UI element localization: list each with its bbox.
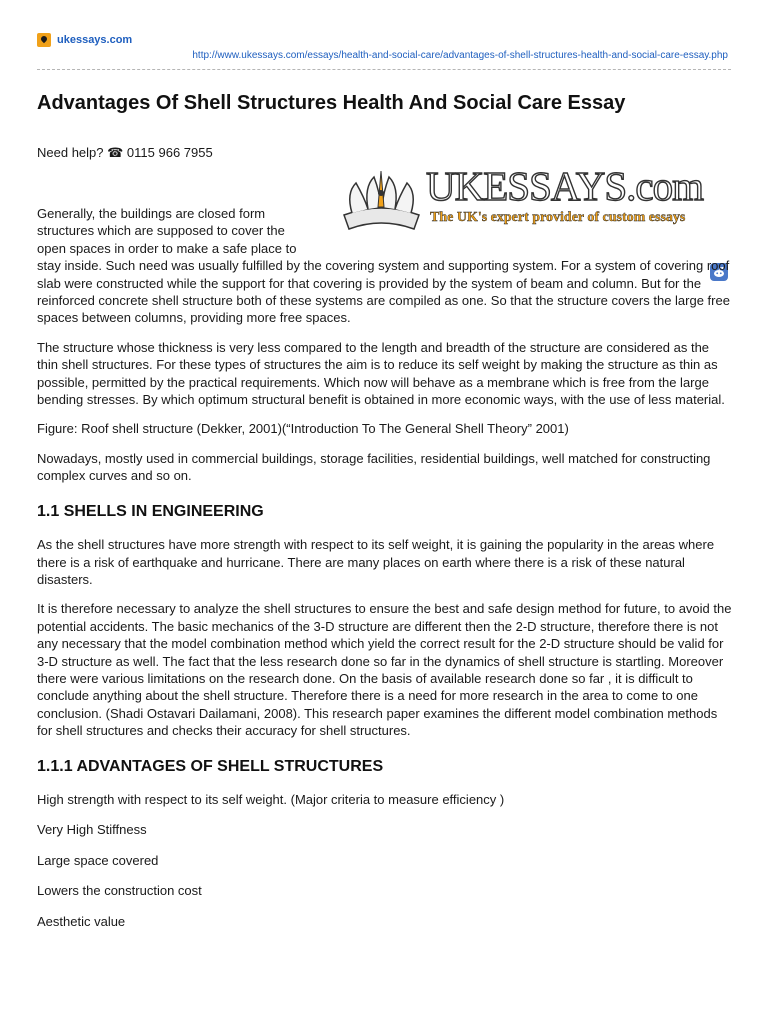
article-body: [37, 205, 732, 943]
ukessays-logo-icon: [37, 33, 51, 47]
paragraph: As the shell structures have more strength with respect to its self weight, it is gaining the popularity in the areas where there is a risk of earthquake and hurricane. There are many places on earth where there is a risk of these natural disasters.: [37, 537, 715, 587]
list-item: Aesthetic value: [37, 913, 126, 929]
header-divider: [37, 69, 731, 70]
list-item: Very High Stiffness: [37, 822, 147, 838]
page-title: Advantages Of Shell Structures Health And Social Care Essay: [37, 92, 626, 114]
site-name[interactable]: ukessays.com: [57, 34, 133, 46]
help-phone: Need help? ☎ 0115 966 7955: [37, 145, 213, 160]
paragraph: Nowadays, mostly used in commercial buildings, storage facilities, residential buildings, well matched for constructing complex curves and so on.: [37, 450, 711, 484]
logo-wordmark: UKESSAYS.com: [426, 163, 703, 209]
subsection-heading: 1.1.1 ADVANTAGES OF SHELL STRUCTURES: [37, 757, 384, 775]
list-item: Lowers the construction cost: [37, 883, 202, 899]
figure-caption: Figure: Roof shell structure (Dekker, 2001)(“Introduction To The General Shell Theory” 2001): [37, 421, 569, 437]
paragraph: Generally, the buildings are closed form structures which are supposed to cover the open spaces in order to make a safe place to stay inside. Such need was usually fulfilled by the covering system and supporting system. For a system of covering roof slab were constructed while the support for that covering is provided by the system of beam and column. But for the reinforced concrete shell structure both of these systems are compiled as one. So that the structure covers the large free spaces between columns, providing more free spaces.: [37, 206, 730, 326]
section-heading: 1.1 SHELLS IN ENGINEERING: [37, 502, 264, 520]
logo-tagline: The UK's expert provider of custom essays: [430, 210, 686, 225]
list-item: High strength with respect to its self weight. (Major criteria to measure efficiency ): [37, 791, 505, 807]
page-url-link[interactable]: http://www.ukessays.com/essays/health-and-social-care/advantages-of-shell-structures-health-and-social-care-essay.php: [192, 50, 728, 61]
paragraph: It is therefore necessary to analyze the shell structures to ensure the best and safe design method for future, to avoid the potential accidents. The basic mechanics of the 3-D structure are different then the 2-D structure, therefore there is not any necessary that the model combination method which yield the correct result for the 2-D structure should be valid for 3-D structure as well. The fact that the less research done so far in the dynamics of shell structure is startling. Moreover there were various limitations on the research done. On the basis of available research done so far , it is difficult to conclude anything about the shell structure. Therefore there is a need for more research in the area to come to one conclusion. (Shadi Ostavari Dailamani, 2008). This research paper examines the different model combination methods for shell structures and checks their accuracy for shell structures.: [37, 601, 732, 739]
site-brand[interactable]: [37, 33, 132, 47]
paragraph: The structure whose thickness is very less compared to the length and breadth of the structure are considered as the thin shell structures. For these types of structures the aim is to reduce its self weight by making the structure as thin as possible, permitted by the practical requirements. Which now will behave as a membrane which is free from the large bending stresses. By which optimum structural benefit is obtained in more economic ways, with the use of less material.: [37, 339, 725, 408]
list-item: Large space covered: [37, 852, 159, 868]
